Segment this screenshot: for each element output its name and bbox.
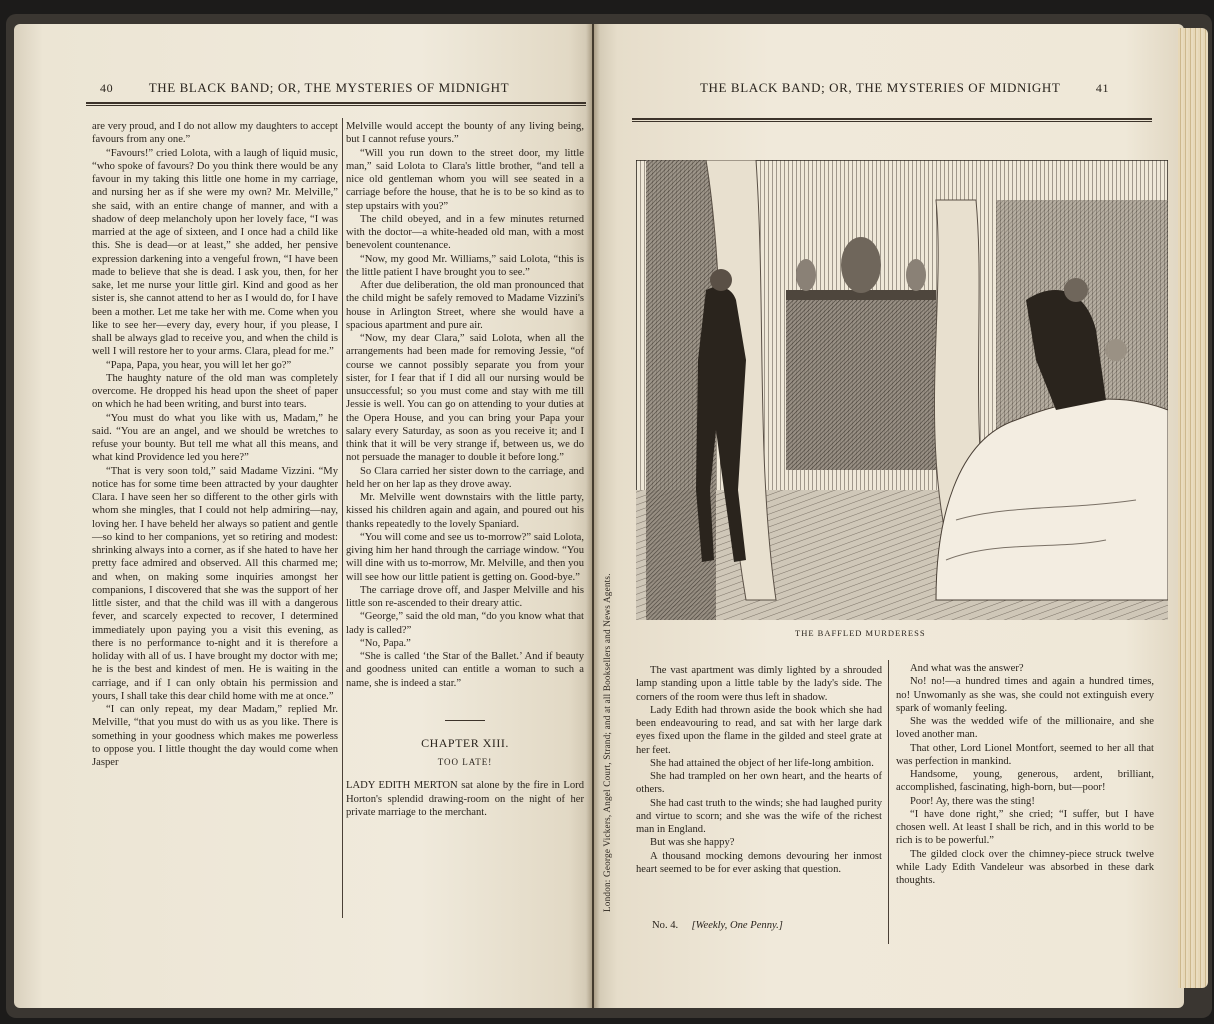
illustration-caption: THE BAFFLED MURDERESS — [795, 628, 926, 638]
page-number: 41 — [1095, 81, 1110, 95]
paragraph: The vast apartment was dimly lighted by a shrouded lamp standing upon a little table by the lady's side. The corners of the room were thus left in shadow. — [636, 665, 882, 703]
left-column-2 — [346, 120, 584, 819]
paragraph: “She is called ‘the Star of the Ballet.’ And if beauty and goodness united can entitle a woman to such a name, she is indeed a star.” — [346, 651, 584, 689]
column-divider — [342, 118, 343, 918]
paragraph: She had cast truth to the winds; she had laughed purity and virtue to scorn; and she was the wife of the richest man in England. — [636, 797, 882, 835]
paragraph: That other, Lord Lionel Montfort, seemed to her all that was perfection in mankind. — [896, 742, 1154, 767]
chapter-title: CHAPTER XIII. — [421, 735, 509, 750]
gutter — [586, 24, 600, 1008]
left-column-1 — [92, 120, 338, 769]
paragraph: “Papa, Papa, you hear, you will let her go?” — [106, 359, 292, 371]
paragraph: “Now, my dear Clara,” said Lolota, when all the arrangements had been made for removing Jessie, “of course we cannot possibly separate you from your sister, for I fear that if I did all our nursing would be unsuccessful; so you must come and stay with me till Jessie is well. You can go on attending to your duties at the Opera House, and you can bring your Papa your salary every Saturday, as soon as you receive it; and I think that it will be very strange if, between us, we do not persuade the manager to double it before long.” — [346, 333, 584, 464]
paragraph: The gilded clock over the chimney-piece struck twelve while Lady Edith Vandeleur was absorbed in these dark thoughts. — [896, 848, 1154, 886]
header-rule-thin — [86, 105, 586, 106]
running-head: THE BLACK BAND; OR, THE MYSTERIES OF MIDNIGHT — [148, 80, 510, 95]
paragraph: Poor! Ay, there was the sting! — [910, 795, 1035, 807]
engraving-illustration — [636, 160, 1168, 620]
paragraph: “That is very soon told,” said Madame Vizzini. “My notice has for some time been attracted by your daughter Clara. I have seen her so different to the other girls with whom she mingles, that I could not help admiring—nay, loving her. I have beheld her always so patient and gentle—so kind to her companions, yet so retiring and modest: shrinking always into a corner, as if she hated to have her pretty face admired and observed. All this charmed me; and when, on making some inquiries amongst her companions, I discovered that she was the support of her little sister, and that the child was ill with a dangerous fever, and scarcely expected to recover, I determined immediately upon paying you a visit this evening, as there is no performance to-night and it is therefore a holiday with all of us. I have brought my doctor with me; he is the best and kindest of men. He is waiting in the carriage, and if I can only obtain his permission and yours, I shall take this dear child home with me at once.” — [92, 465, 338, 702]
issue-price: [Weekly, One Penny.] — [691, 920, 783, 931]
left-page-header — [100, 80, 509, 96]
paragraph: Lady Edith had thrown aside the book which she had been endeavouring to read, and sat with her large dark eyes fixed upon the flame in the gilded and steel grate at her feet. — [636, 704, 882, 756]
paragraph: are very proud, and I do not allow my daughters to accept favours from any one.” — [92, 121, 338, 146]
paragraph: The carriage drove off, and Jasper Melville and his little son re-ascended to their dreary attic. — [346, 584, 584, 609]
paragraph: She had attained the object of her life-long ambition. — [650, 757, 874, 769]
paragraph: A thousand mocking demons devouring her inmost heart seemed to be for ever asking that question. — [636, 850, 882, 875]
paragraph: “I can only repeat, my dear Madam,” replied Mr. Melville, “that you must do with us as you like. There is something in your goodness which makes me powerless to oppose you. I little thought the day would come when Jasper — [92, 704, 338, 768]
paragraph: She had trampled on her own heart, and the hearts of others. — [636, 771, 882, 796]
issue-footer — [652, 920, 783, 931]
side-imprint: London: George Vickers, Angel Court, Strand; and at all Booksellers and News Agents. — [602, 573, 612, 912]
chapter-subtitle: TOO LATE! — [437, 757, 493, 767]
paragraph: “Will you run down to the street door, my little man,” said Lolota to Clara's little brother, “and tell a nice old gentleman whom you will see seated in a carriage before the house, that he is to be so kind as to step upstairs with you?” — [346, 147, 584, 212]
paragraph: “Favours!” cried Lolota, with a laugh of liquid music, “who spoke of favours? Do you think there would be any favour in my taking this little one home in my carriage, and nursing her as if she were my own? Mr. Melville,” she said, with an entire change of manner, and with a shadow of deep melancholy upon her lovely face, “I was married at the age of sixteen, and I once had a child like this. She is dead—or at least,” she added, her pensive expression darkening into a vengeful frown, “I have been made to believe that she is dead. I ask you, then, for her sake, let me nurse your little girl. Kind and good as her sister is, she cannot attend to her as I would do, for I have been a mother. Let me take her with me. Come when you like to see her—every day, every hour, if you please, I shall be always glad to receive you, and when the child is well I will restore her to your arms. Clara, plead for me.” — [92, 147, 338, 358]
paragraph: Handsome, young, generous, ardent, brilliant, accomplished, fascinating, high-born, but—poor! — [896, 769, 1154, 794]
paragraph: “George,” said the old man, “do you know what that lady is called?” — [346, 611, 584, 636]
paragraph: The haughty nature of the old man was completely overcome. He dropped his head upon the sheet of paper on which he had been writing, and burst into tears. — [92, 372, 338, 411]
paragraph: Melville would accept the bounty of any living being, but I cannot refuse yours.” — [346, 121, 584, 146]
column-divider — [888, 660, 889, 944]
section-dash — [445, 720, 485, 721]
paragraph: “You must do what you like with us, Madam,” he said. “You are an angel, and we should be wretches to refuse your bounty. But tell me what all this means, and what kind Providence led you here?” — [92, 412, 338, 464]
paragraph: So Clara carried her sister down to the carriage, and held her on her lap as they drove away. — [346, 465, 584, 490]
paragraph: The child obeyed, and in a few minutes returned with the doctor—a white-headed old man, with a most benevolent countenance. — [346, 213, 584, 252]
chapter-opening: LADY EDITH MERTON sat alone by the fire in Lord Horton's splendid drawing-room on the night of her private marriage to the merchant. — [346, 780, 584, 818]
paragraph: “Now, my good Mr. Williams,” said Lolota, “this is the little patient I have brought you to see.” — [346, 253, 584, 278]
paragraph: “No, Papa.” — [360, 637, 411, 649]
header-rule — [86, 102, 586, 104]
right-page-header — [700, 80, 1109, 96]
paragraph: “You will come and see us to-morrow?” said Lolota, giving him her hand through the carriage window. “You will dine with us to-morrow, Mr. Melville, and then you will see how our little patient is getting on. Good-bye.” — [346, 531, 584, 583]
header-rule-thin — [632, 121, 1152, 122]
page-number: 40 — [100, 81, 114, 95]
page-edges — [1178, 28, 1208, 988]
right-column-1 — [636, 664, 882, 876]
issue-number: No. 4. — [652, 920, 679, 931]
paragraph: And what was the answer? — [910, 663, 1024, 674]
paragraph: But was she happy? — [650, 837, 735, 849]
running-head: THE BLACK BAND; OR, THE MYSTERIES OF MIDNIGHT — [700, 80, 1061, 95]
paragraph: No! no!—a hundred times and again a hundred times, no! Unwomanly as she was, she could not extinguish every spark of womanly feeling. — [896, 676, 1154, 714]
paragraph: She was the wedded wife of the millionaire, and she loved another man. — [896, 716, 1154, 741]
right-column-2 — [896, 662, 1154, 887]
paragraph: Mr. Melville went downstairs with the little party, kissed his children again and again, and poured out his thanks repeatedly to the lovely Spaniard. — [346, 492, 584, 530]
paragraph: After due deliberation, the old man pronounced that the child might be safely removed to Madame Vizzini's house in Arlington Street, where she would have a spacious apartment and pure air. — [346, 280, 584, 331]
header-rule — [632, 118, 1152, 120]
paragraph: “I have done right,” she cried; “I suffer, but I have chosen well. At least I shall be rich, and in this world to be rich is to be powerful.” — [896, 808, 1154, 847]
